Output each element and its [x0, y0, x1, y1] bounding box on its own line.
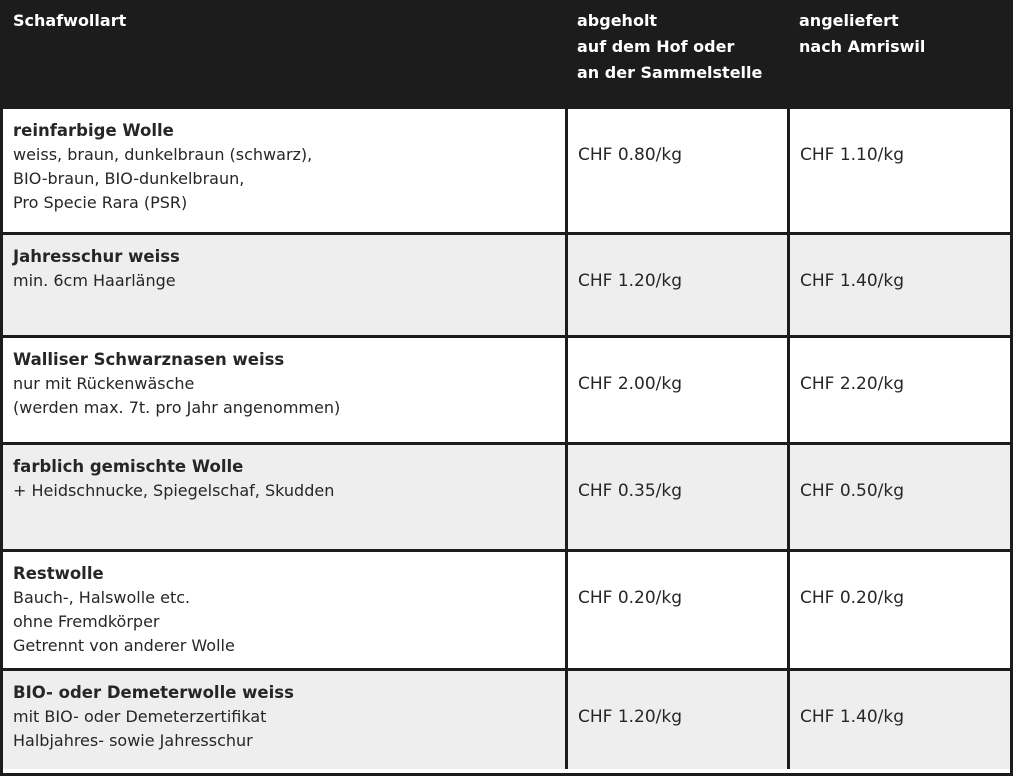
wool-type-detail: BIO-braun, BIO-dunkelbraun,	[13, 169, 245, 188]
wool-type-cell	[3, 109, 565, 232]
header-delivered	[787, 0, 1010, 109]
wool-type-detail: min. 6cm Haarlänge	[13, 271, 176, 290]
wool-type-detail: mit BIO- oder Demeterzertifikat	[13, 707, 267, 726]
wool-type-detail: Pro Specie Rara (PSR)	[13, 193, 188, 212]
delivered-price: CHF 1.40/kg	[787, 235, 1010, 335]
delivered-price: CHF 0.50/kg	[787, 445, 1010, 549]
wool-type-detail: Getrennt von anderer Wolle	[13, 636, 235, 655]
header-delivered-line: nach Amriswil	[799, 37, 926, 56]
wool-type-title: reinfarbige Wolle	[13, 121, 174, 140]
wool-type-detail: Bauch-, Halswolle etc.	[13, 588, 191, 607]
header-pickup	[565, 0, 787, 109]
header-wool-type-label: Schafwollart	[13, 11, 127, 30]
delivered-price: CHF 1.40/kg	[787, 671, 1010, 769]
pickup-price: CHF 0.20/kg	[565, 552, 787, 668]
wool-type-detail: weiss, braun, dunkelbraun (schwarz),	[13, 145, 313, 164]
wool-type-cell	[3, 445, 565, 549]
wool-type-cell	[3, 671, 565, 769]
wool-type-title: BIO- oder Demeterwolle weiss	[13, 683, 294, 702]
pickup-price: CHF 2.00/kg	[565, 338, 787, 442]
header-delivered-line: angeliefert	[799, 11, 899, 30]
wool-type-cell	[3, 235, 565, 335]
wool-type-title: Walliser Schwarznasen weiss	[13, 350, 285, 369]
pickup-price: CHF 0.80/kg	[565, 109, 787, 232]
table-row	[3, 668, 1010, 769]
table-row	[3, 109, 1010, 232]
wool-type-title: Jahresschur weiss	[13, 247, 180, 266]
header-pickup-line: abgeholt	[577, 11, 658, 30]
pickup-price: CHF 1.20/kg	[565, 235, 787, 335]
header-pickup-line: an der Sammelstelle	[577, 63, 763, 82]
pickup-price: CHF 0.35/kg	[565, 445, 787, 549]
wool-type-cell	[3, 552, 565, 668]
pickup-price: CHF 1.20/kg	[565, 671, 787, 769]
header-pickup-line: auf dem Hof oder	[577, 37, 735, 56]
wool-type-title: Restwolle	[13, 564, 104, 583]
wool-type-detail: + Heidschnucke, Spiegelschaf, Skudden	[13, 481, 335, 500]
table-row	[3, 442, 1010, 549]
wool-type-title: farblich gemischte Wolle	[13, 457, 244, 476]
delivered-price: CHF 1.10/kg	[787, 109, 1010, 232]
table-row	[3, 232, 1010, 335]
delivered-price: CHF 2.20/kg	[787, 338, 1010, 442]
delivered-price: CHF 0.20/kg	[787, 552, 1010, 668]
wool-type-detail: Halbjahres- sowie Jahresschur	[13, 731, 253, 750]
wool-type-cell	[3, 338, 565, 442]
table-header	[3, 0, 1010, 109]
wool-type-detail: ohne Fremdkörper	[13, 612, 160, 631]
table-row	[3, 549, 1010, 668]
wool-type-detail: (werden max. 7t. pro Jahr angenommen)	[13, 398, 341, 417]
wool-type-detail: nur mit Rückenwäsche	[13, 374, 195, 393]
table-row	[3, 335, 1010, 442]
header-wool-type	[3, 0, 565, 109]
